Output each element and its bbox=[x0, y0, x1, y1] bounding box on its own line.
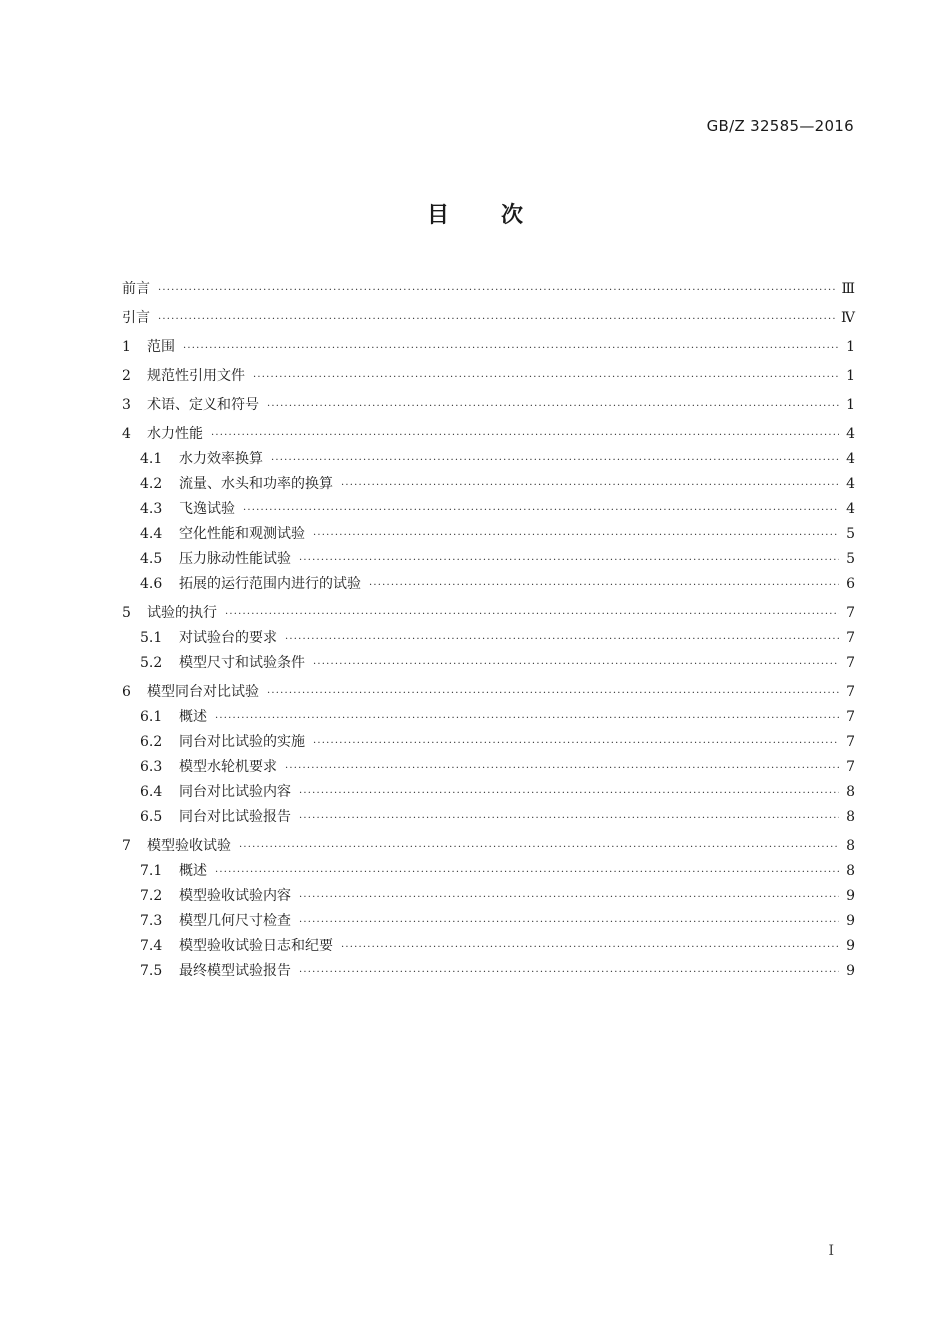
toc-entry-label: 模型验收试验内容 bbox=[179, 888, 291, 904]
toc-entry-number: 4.3 bbox=[140, 501, 163, 517]
dot-leader bbox=[369, 573, 839, 598]
toc-entry-page: 4 bbox=[846, 451, 855, 467]
toc-entry-page: 4 bbox=[846, 426, 855, 442]
toc-entry-section-7-4[interactable] bbox=[122, 934, 855, 959]
dot-leader bbox=[299, 960, 839, 985]
toc-entry-section-4[interactable] bbox=[122, 422, 855, 447]
toc-entry-page: 7 bbox=[846, 684, 855, 700]
toc-entry-label: 模型尺寸和试验条件 bbox=[179, 655, 305, 671]
page-title bbox=[0, 198, 950, 229]
toc-entry-section-6-2[interactable] bbox=[122, 730, 855, 755]
dot-leader bbox=[313, 652, 839, 677]
dot-leader bbox=[285, 627, 839, 652]
dot-leader bbox=[243, 498, 839, 523]
title-char-2: 次 bbox=[501, 203, 524, 228]
toc-entry-page: 7 bbox=[846, 605, 855, 621]
toc-entry-section-4-2[interactable] bbox=[122, 472, 855, 497]
toc-entry-label: 模型验收试验日志和纪要 bbox=[179, 938, 333, 954]
toc-entry-section-4-1[interactable] bbox=[122, 447, 855, 472]
dot-leader bbox=[299, 885, 839, 910]
toc-entry-section-6[interactable] bbox=[122, 680, 855, 705]
toc-entry-label: 模型验收试验 bbox=[147, 838, 231, 854]
dot-leader bbox=[183, 336, 839, 361]
toc-entry-section-1[interactable] bbox=[122, 335, 855, 360]
dot-leader bbox=[271, 448, 839, 473]
toc-entry-number: 6.2 bbox=[140, 734, 163, 750]
toc-entry-page: Ⅳ bbox=[841, 310, 855, 326]
toc-entry-page: 1 bbox=[846, 368, 855, 384]
toc-entry-section-4-4[interactable] bbox=[122, 522, 855, 547]
toc-entry-label: 流量、水头和功率的换算 bbox=[179, 476, 333, 492]
toc-entry-label: 拓展的运行范围内进行的试验 bbox=[179, 576, 361, 592]
dot-leader bbox=[158, 307, 835, 332]
toc-entry-number: 4 bbox=[122, 426, 131, 442]
toc-entry-number: 4.4 bbox=[140, 526, 163, 542]
toc-entry-page: 8 bbox=[846, 784, 855, 800]
toc-entry-number: 5 bbox=[122, 605, 131, 621]
toc-entry-label: 空化性能和观测试验 bbox=[179, 526, 305, 542]
toc-entry-label: 压力脉动性能试验 bbox=[179, 551, 291, 567]
toc-entry-page: 7 bbox=[846, 759, 855, 775]
dot-leader bbox=[253, 365, 839, 390]
table-of-contents bbox=[122, 277, 855, 984]
toc-entry-section-6-3[interactable] bbox=[122, 755, 855, 780]
toc-entry-page: Ⅲ bbox=[841, 281, 855, 297]
dot-leader bbox=[341, 935, 839, 960]
dot-leader bbox=[267, 681, 839, 706]
toc-entry-introduction[interactable] bbox=[122, 306, 855, 331]
toc-entry-page: 4 bbox=[846, 501, 855, 517]
toc-entry-label: 水力性能 bbox=[147, 426, 203, 442]
toc-entry-label: 同台对比试验的实施 bbox=[179, 734, 305, 750]
toc-entry-number: 3 bbox=[122, 397, 131, 413]
toc-entry-label: 概述 bbox=[179, 863, 207, 879]
toc-entry-page: 1 bbox=[846, 339, 855, 355]
toc-entry-page: 9 bbox=[846, 888, 855, 904]
dot-leader bbox=[341, 473, 839, 498]
toc-entry-page: 7 bbox=[846, 655, 855, 671]
toc-entry-number: 4.1 bbox=[140, 451, 163, 467]
dot-leader bbox=[299, 548, 839, 573]
toc-entry-section-7-1[interactable] bbox=[122, 859, 855, 884]
toc-entry-label: 飞逸试验 bbox=[179, 501, 235, 517]
dot-leader bbox=[215, 706, 839, 731]
toc-entry-section-4-3[interactable] bbox=[122, 497, 855, 522]
toc-entry-number: 6.4 bbox=[140, 784, 163, 800]
toc-entry-label: 模型几何尺寸检查 bbox=[179, 913, 291, 929]
toc-entry-number: 2 bbox=[122, 368, 131, 384]
toc-entry-label: 同台对比试验报告 bbox=[179, 809, 291, 825]
toc-entry-section-7[interactable] bbox=[122, 834, 855, 859]
toc-entry-page: 7 bbox=[846, 734, 855, 750]
toc-entry-label: 术语、定义和符号 bbox=[147, 397, 259, 413]
toc-entry-label: 范围 bbox=[147, 339, 175, 355]
toc-entry-section-5-1[interactable] bbox=[122, 626, 855, 651]
toc-entry-number: 4.5 bbox=[140, 551, 163, 567]
dot-leader bbox=[299, 910, 839, 935]
toc-entry-label: 规范性引用文件 bbox=[147, 368, 245, 384]
toc-entry-number: 7.1 bbox=[140, 863, 163, 879]
toc-entry-label: 模型水轮机要求 bbox=[179, 759, 277, 775]
toc-entry-section-2[interactable] bbox=[122, 364, 855, 389]
toc-entry-number: 7.5 bbox=[140, 963, 163, 979]
dot-leader bbox=[239, 835, 839, 860]
toc-entry-label: 模型同台对比试验 bbox=[147, 684, 259, 700]
page-number: Ⅰ bbox=[828, 1243, 834, 1259]
dot-leader bbox=[215, 860, 839, 885]
toc-entry-page: 9 bbox=[846, 963, 855, 979]
dot-leader bbox=[225, 602, 839, 627]
toc-entry-number: 7 bbox=[122, 838, 131, 854]
toc-entry-number: 6.3 bbox=[140, 759, 163, 775]
toc-entry-section-7-5[interactable] bbox=[122, 959, 855, 984]
toc-entry-page: 9 bbox=[846, 938, 855, 954]
toc-entry-number: 5.2 bbox=[140, 655, 163, 671]
title-char-1: 目 bbox=[426, 203, 449, 228]
toc-entry-page: 7 bbox=[846, 630, 855, 646]
document-code: GB/Z 32585—2016 bbox=[706, 117, 854, 135]
toc-entry-section-7-2[interactable] bbox=[122, 884, 855, 909]
toc-entry-section-4-6[interactable] bbox=[122, 572, 855, 597]
toc-entry-page: 8 bbox=[846, 809, 855, 825]
toc-entry-label: 前言 bbox=[122, 281, 150, 297]
dot-leader bbox=[211, 423, 839, 448]
toc-entry-foreword[interactable] bbox=[122, 277, 855, 302]
toc-entry-label: 水力效率换算 bbox=[179, 451, 263, 467]
toc-entry-number: 7.3 bbox=[140, 913, 163, 929]
toc-entry-number: 6 bbox=[122, 684, 131, 700]
toc-entry-section-5[interactable] bbox=[122, 601, 855, 626]
toc-entry-section-6-5[interactable] bbox=[122, 805, 855, 830]
toc-entry-label: 最终模型试验报告 bbox=[179, 963, 291, 979]
toc-entry-section-4-5[interactable] bbox=[122, 547, 855, 572]
toc-entry-page: 4 bbox=[846, 476, 855, 492]
toc-entry-number: 6.1 bbox=[140, 709, 163, 725]
toc-entry-page: 8 bbox=[846, 838, 855, 854]
dot-leader bbox=[313, 731, 839, 756]
toc-entry-number: 5.1 bbox=[140, 630, 163, 646]
toc-entry-number: 7.4 bbox=[140, 938, 163, 954]
toc-entry-section-5-2[interactable] bbox=[122, 651, 855, 676]
toc-entry-page: 7 bbox=[846, 709, 855, 725]
dot-leader bbox=[299, 806, 839, 831]
dot-leader bbox=[158, 278, 835, 303]
toc-entry-section-6-1[interactable] bbox=[122, 705, 855, 730]
toc-entry-number: 6.5 bbox=[140, 809, 163, 825]
toc-entry-page: 1 bbox=[846, 397, 855, 413]
toc-entry-section-6-4[interactable] bbox=[122, 780, 855, 805]
toc-entry-number: 4.6 bbox=[140, 576, 163, 592]
toc-entry-label: 同台对比试验内容 bbox=[179, 784, 291, 800]
toc-entry-label: 引言 bbox=[122, 310, 150, 326]
toc-entry-page: 9 bbox=[846, 913, 855, 929]
toc-entry-section-3[interactable] bbox=[122, 393, 855, 418]
toc-entry-number: 7.2 bbox=[140, 888, 163, 904]
toc-entry-page: 6 bbox=[846, 576, 855, 592]
toc-entry-label: 概述 bbox=[179, 709, 207, 725]
toc-entry-page: 8 bbox=[846, 863, 855, 879]
dot-leader bbox=[299, 781, 839, 806]
dot-leader bbox=[285, 756, 839, 781]
toc-entry-page: 5 bbox=[846, 551, 855, 567]
toc-entry-number: 1 bbox=[122, 339, 131, 355]
dot-leader bbox=[313, 523, 839, 548]
toc-entry-label: 对试验台的要求 bbox=[179, 630, 277, 646]
toc-entry-page: 5 bbox=[846, 526, 855, 542]
toc-entry-number: 4.2 bbox=[140, 476, 163, 492]
toc-entry-label: 试验的执行 bbox=[147, 605, 217, 621]
dot-leader bbox=[267, 394, 839, 419]
toc-entry-section-7-3[interactable] bbox=[122, 909, 855, 934]
